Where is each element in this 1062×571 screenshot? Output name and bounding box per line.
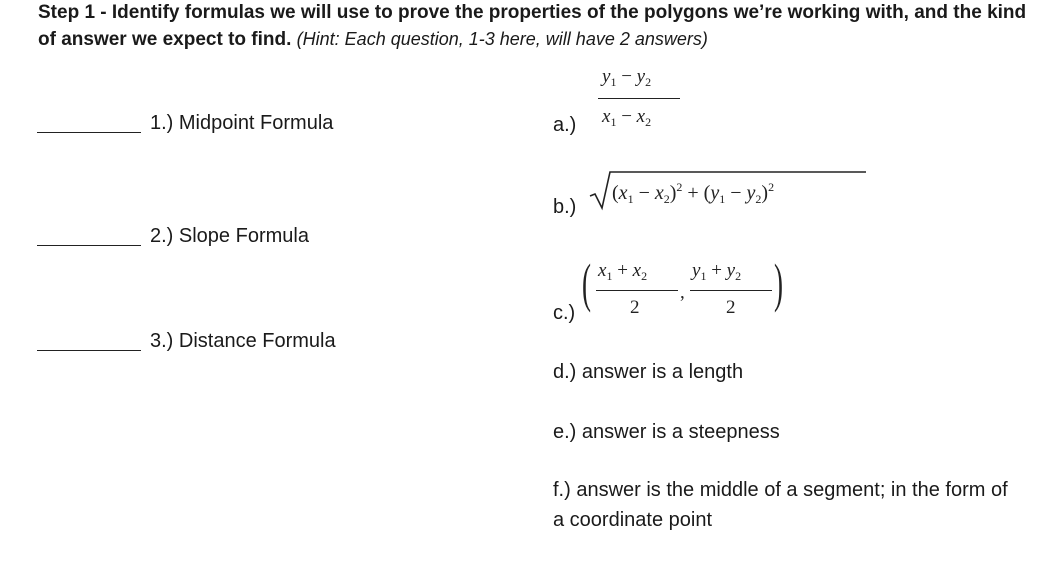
midpoint-y-numerator: $y_1 + y_2$	[692, 260, 742, 283]
instructions-hint: (Hint: Each question, 1-3 here, will have 2 answers)	[296, 29, 708, 49]
option-f-text: f.) answer is the middle of a segment; in the form of a coordinate point	[553, 479, 1008, 531]
midpoint-x-numerator: $x_1 + x_2$	[598, 260, 648, 283]
distance-formula-expression: $(x_1 - x_2)^2 + (y_1 - y_2)^2$	[612, 180, 775, 206]
midpoint-close-paren: )	[774, 253, 783, 313]
answer-blank-2[interactable]	[37, 245, 141, 246]
midpoint-x-bar	[596, 290, 678, 291]
slope-denominator: $x_1 - x_2$	[602, 106, 652, 129]
question-3-label: 3.) Distance Formula	[150, 330, 336, 352]
midpoint-x-denominator: 2	[630, 297, 640, 318]
answer-blank-3[interactable]	[37, 350, 141, 351]
instructions-bold: Step 1 - Identify formulas we will use to prove the properties of the polygons we’re working with, and the kind of answer we expect to find.	[38, 2, 1027, 50]
instructions-heading	[38, 0, 1048, 53]
option-e-text: e.) answer is a steepness	[553, 421, 780, 443]
question-2-label: 2.) Slope Formula	[150, 225, 309, 247]
midpoint-y-denominator: 2	[726, 297, 736, 318]
midpoint-y-bar	[690, 290, 772, 291]
option-a-label: a.)	[553, 114, 577, 136]
option-d-text: d.) answer is a length	[553, 361, 744, 383]
slope-fraction-bar	[598, 98, 680, 99]
midpoint-comma: ,	[680, 282, 685, 303]
option-b-label: b.)	[553, 196, 577, 218]
option-c-label: c.)	[553, 302, 576, 324]
question-1-label: 1.) Midpoint Formula	[150, 112, 334, 134]
midpoint-open-paren: (	[582, 253, 591, 313]
answer-blank-1[interactable]	[37, 132, 141, 133]
slope-numerator: $y_1 - y_2$	[602, 66, 652, 89]
